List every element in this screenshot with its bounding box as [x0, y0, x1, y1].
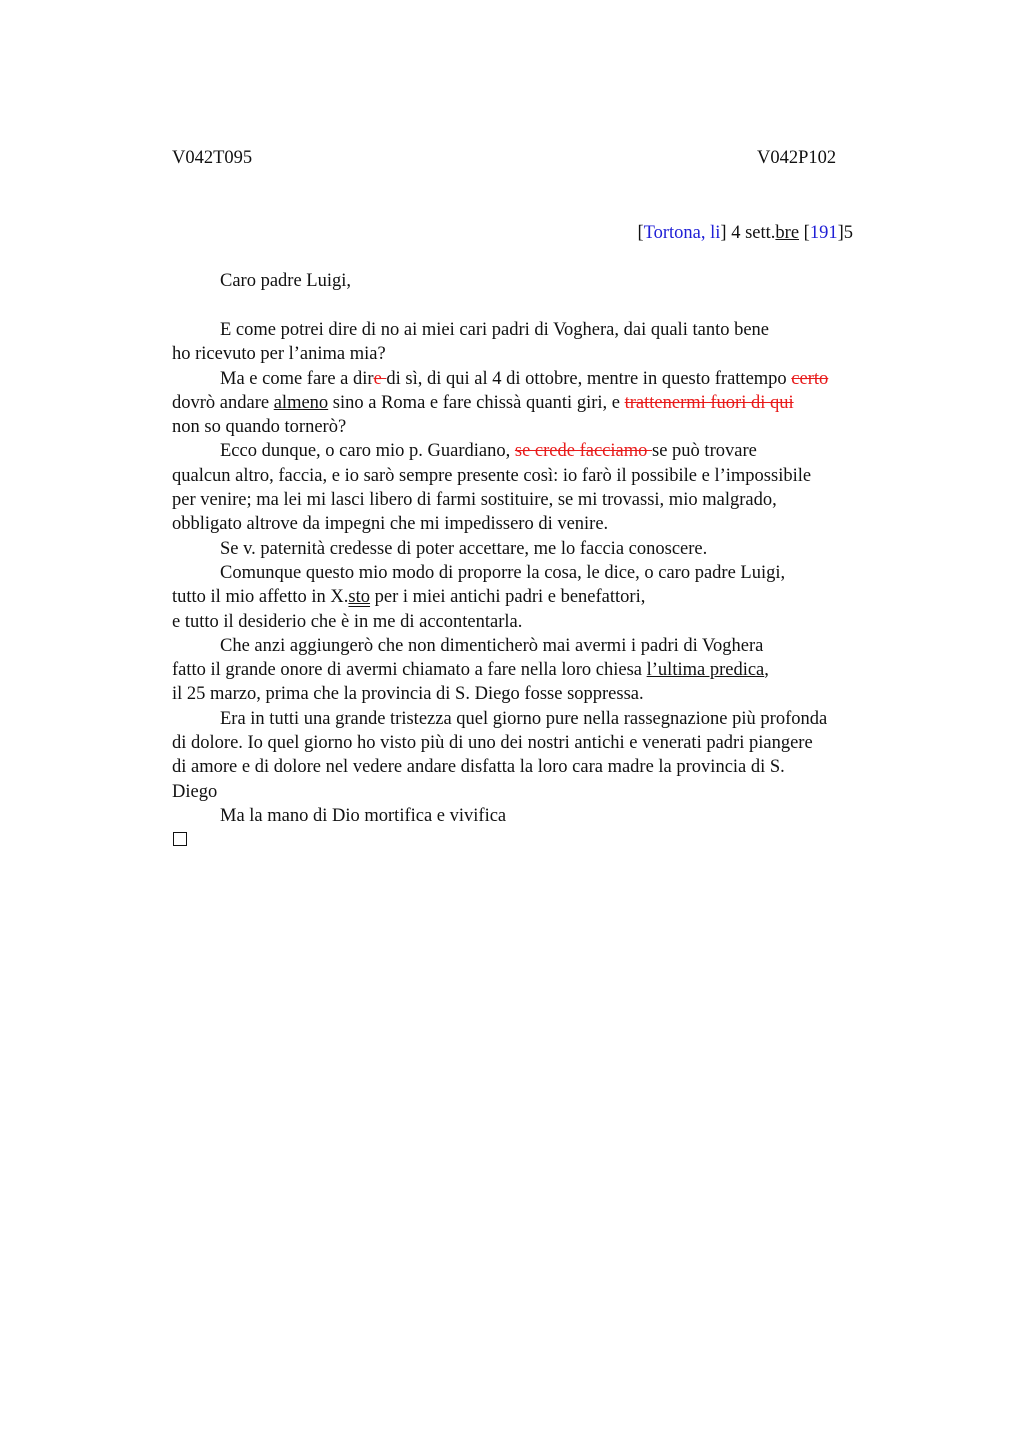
text-segment: fatto il grande onore di avermi chiamato a fare nella loro chiesa — [172, 660, 647, 681]
empty-box-icon — [173, 832, 187, 846]
text-segment: tutto il mio affetto in X. — [172, 587, 349, 608]
text-line: di amore e di dolore nel vedere andare disfatta la loro cara madre la provincia di S. — [172, 757, 785, 778]
deleted-text: e — [373, 368, 387, 389]
text-segment: per i miei antichi padri e benefattori, — [370, 587, 646, 608]
dateline-year-suffix: ]5 — [837, 223, 853, 243]
text-line: Ma la mano di Dio mortifica e vivifica — [220, 805, 507, 826]
deleted-text: certo — [791, 368, 829, 389]
text-line: Comunque questo mio modo di proporre la cosa, le dice, o caro padre Luigi, — [220, 562, 786, 583]
dateline — [637, 222, 853, 244]
salutation: Caro padre Luigi, — [220, 271, 351, 291]
dateline-year-prefix: 191 — [809, 223, 838, 243]
dateline-day: ] 4 sett. — [720, 223, 776, 243]
text-segment: Ecco dunque, o caro mio p. Guardiano, — [220, 441, 515, 462]
text-line: obbligato altrove da impegni che mi impedissero di venire. — [172, 514, 609, 535]
text-line: di dolore. Io quel giorno ho visto più di uno dei nostri antichi e venerati padri piangere — [172, 733, 813, 754]
text-line: Se v. paternità credesse di poter accettare, me lo faccia conoscere. — [220, 538, 708, 559]
text-line — [172, 391, 912, 415]
double-underlined-text: sto — [348, 587, 371, 608]
text-segment: dovrò andare — [172, 392, 274, 413]
text-segment: sino a Roma e fare chissà quanti giri, e — [328, 392, 625, 413]
underlined-text: almeno — [273, 392, 329, 413]
text-line — [172, 439, 912, 463]
text-line — [172, 658, 912, 682]
text-line: Che anzi aggiungerò che non dimenticherò mai avermi i padri di Voghera — [220, 635, 764, 656]
text-line: ho ricevuto per l’anima mia? — [172, 344, 386, 365]
text-line: Diego — [172, 781, 218, 802]
text-line: il 25 marzo, prima che la provincia di S. Diego fosse soppressa. — [172, 684, 644, 705]
letter-body — [172, 318, 912, 853]
dateline-space-bracket: [ — [799, 223, 810, 243]
text-line: E come potrei dire di no ai miei cari padri di Voghera, dai quali tanto bene — [220, 320, 770, 340]
text-line: per venire; ma lei mi lasci libero di farmi sostituire, se mi trovassi, mio malgrado, — [172, 490, 777, 511]
end-marker — [172, 828, 912, 852]
document-code-right: V042P102 — [757, 148, 837, 168]
deleted-text: se crede facciamo — [514, 441, 653, 462]
deleted-text: trattenermi fuori di qui — [624, 392, 794, 413]
underlined-text: l’ultima predica — [646, 660, 765, 681]
text-line: Era in tutti una grande tristezza quel giorno pure nella rassegnazione più profonda — [220, 708, 828, 729]
text-line — [172, 367, 912, 391]
text-segment: di sì, di qui al 4 di ottobre, mentre in questo frattempo — [386, 368, 792, 389]
text-segment: , — [764, 660, 769, 681]
text-segment: Ma e come fare a dir — [220, 368, 374, 389]
text-line: non so quando tornerò? — [172, 417, 347, 438]
text-segment: se può trovare — [652, 441, 757, 462]
text-line: e tutto il desiderio che è in me di accontentarla. — [172, 611, 523, 632]
dateline-open-bracket: [ — [637, 223, 644, 243]
dateline-month: bre — [775, 223, 800, 243]
text-line: qualcun altro, faccia, e io sarò sempre presente così: io farò il possibile e l’impossibile — [172, 465, 812, 486]
document-code-left: V042T095 — [172, 148, 253, 168]
text-line — [172, 585, 912, 609]
dateline-place: Tortona, li — [643, 223, 721, 243]
